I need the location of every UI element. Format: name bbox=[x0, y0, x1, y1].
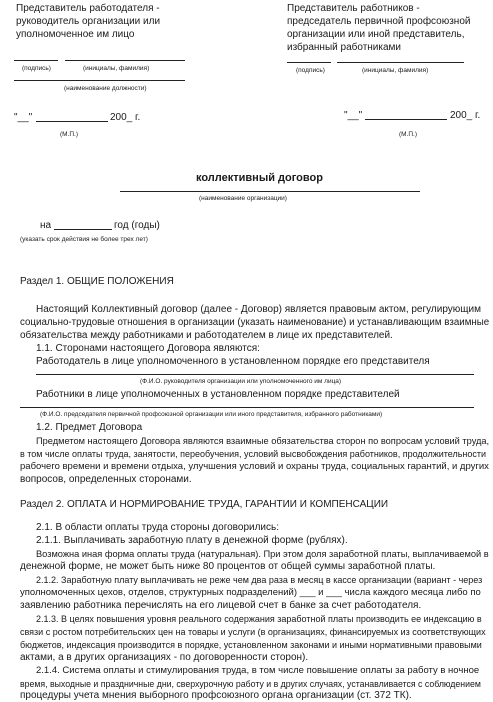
subject-line-3: в том числе оплаты труда, занятости, переобучения, условий высвобождения работников, продолжительности bbox=[20, 449, 487, 459]
section2-line-9: связи с ростом потребительских цен на товары и услуги (в организациях, финансируемых из соответствующих bbox=[20, 627, 486, 637]
section2-heading: Раздел 2. ОПЛАТА И НОРМИРОВАНИЕ ТРУДА, ГАРАНТИИ И КОМПЕНСАЦИИ bbox=[20, 499, 389, 510]
employer-signature-label: (подпись) bbox=[22, 65, 51, 72]
employer-date-year: 200_ г. bbox=[110, 112, 141, 123]
subject-line-1: 1.2. Предмет Договора bbox=[36, 422, 143, 433]
subject-line-4: рабочего времени и времени отдыха, улучшения условий и охраны труда, социальных гарантий, и других bbox=[20, 461, 489, 472]
section2-line-7: заявлению работника перечислять на его лицевой счет в банке за счет работодателя. bbox=[20, 600, 422, 611]
document-title: коллективный договор bbox=[196, 172, 323, 184]
fio-employer-line bbox=[36, 374, 474, 375]
workers-signature-label: (подпись) bbox=[296, 67, 325, 74]
workers-signature-line bbox=[287, 62, 331, 63]
fio-employer-note: (Ф.И.О. руководителя организации или уполномоченного им лица) bbox=[140, 378, 342, 385]
section2-line-3: Возможна иная форма оплаты труда (натуральная). При этом доля заработной платы, выплачиваемой в bbox=[36, 549, 489, 559]
subject-line-2: Предметом настоящего Договора являются взаимные обязательства сторон по вопросам условий труда, bbox=[36, 436, 490, 446]
section2-line-12: 2.1.4. Система оплаты и стимулирования труда, в том числе повышение оплаты за работу в ночное bbox=[36, 665, 480, 676]
term-note: (указать срок действия не более трех лет) bbox=[20, 236, 148, 243]
employer-name-line bbox=[65, 60, 185, 61]
employer-heading-3: уполномоченное им лицо bbox=[16, 29, 135, 40]
organization-label: (наименование организации) bbox=[199, 195, 287, 202]
section1-line-1: Настоящий Коллективный договор (далее - Договор) является правовым актом, регулирующим bbox=[36, 304, 481, 315]
section1-heading: Раздел 1. ОБЩИЕ ПОЛОЖЕНИЯ bbox=[20, 276, 174, 287]
workers-heading-3: организации или иной представитель, bbox=[287, 29, 465, 40]
workers-date-day: "__" bbox=[344, 110, 363, 121]
employer-signature-line bbox=[14, 60, 58, 61]
workers-name-line bbox=[337, 62, 464, 63]
section2-line-6: уполномоченных цехов, отделов, структурных подразделений) ___ и ___ числа каждого месяца либо по bbox=[20, 587, 481, 598]
section2-line-1: 2.1. В области оплаты труда стороны договорились: bbox=[36, 522, 280, 533]
section1-line-2: социально-трудовые отношения в организации (указать наименование) и устанавливающим взаимные bbox=[20, 317, 490, 328]
fio-workers-note: (Ф.И.О. председателя первичной профсоюзной организации или иного представителя, избранного работниками) bbox=[40, 411, 383, 418]
section2-line-2: 2.1.1. Выплачивать заработную плату в денежной форме (рублях). bbox=[36, 535, 348, 546]
section1-line-3: обязательства между работниками и работодателем в лице их представителей. bbox=[20, 330, 393, 341]
fio-workers-line bbox=[20, 407, 474, 408]
employer-position-label: (наименование должности) bbox=[64, 85, 147, 92]
section2-line-14: процедуры учета мнения выборного профсоюзного органа организации (ст. 372 ТК). bbox=[20, 690, 412, 701]
employer-date-line bbox=[36, 121, 108, 122]
term-suffix: год (годы) bbox=[114, 220, 160, 231]
section2-line-5: 2.1.2. Заработную плату выплачивать не реже чем два раза в месяц в кассе организации (вариант - через bbox=[36, 575, 483, 585]
employer-date-day: "__" bbox=[14, 112, 33, 123]
workers-stamp-label: (М.П.) bbox=[399, 131, 418, 138]
section1-employer-line: Работодатель в лице уполномоченного в установленном порядке его представителя bbox=[36, 356, 430, 367]
workers-name-label: (инициалы, фамилия) bbox=[362, 67, 429, 74]
section2-line-11: актами, а в других организациях - по договоренности сторон). bbox=[20, 652, 309, 663]
workers-date-year: 200_ г. bbox=[450, 110, 481, 121]
workers-heading-1: Представитель работников - bbox=[287, 3, 420, 14]
employer-position-line bbox=[14, 80, 185, 81]
workers-heading-2: председатель первичной профсоюзной bbox=[287, 16, 471, 27]
employer-stamp-label: (М.П.) bbox=[60, 131, 79, 138]
section1-workers-line: Работники в лице уполномоченных в установленном порядке представителей bbox=[36, 389, 400, 400]
section2-line-4: денежной форме, не может быть ниже 80 процентов от общей суммы заработной платы. bbox=[20, 561, 436, 572]
term-line bbox=[54, 229, 112, 230]
employer-heading-1: Представитель работодателя - bbox=[16, 3, 160, 14]
employer-heading-2: руководитель организации или bbox=[16, 16, 161, 27]
employer-name-label: (инициалы, фамилия) bbox=[83, 65, 150, 72]
workers-date-line bbox=[365, 119, 447, 120]
organization-line bbox=[120, 191, 420, 192]
workers-heading-4: избранный работниками bbox=[287, 42, 402, 53]
section2-line-8: 2.1.3. В целях повышения уровня реального содержания заработной платы производить ее индексацию в bbox=[36, 614, 482, 624]
section2-line-10: бюджетов, индексация производится в порядке, установленном законами и иными нормативными правовыми bbox=[20, 640, 482, 650]
section2-line-13: время, выходные и праздничные дни, сверхурочную работу и в других случаях, устанавливается с соблюдением bbox=[20, 679, 481, 689]
term-prefix: на bbox=[40, 220, 52, 231]
subject-line-5: вопросов, определенных сторонами. bbox=[20, 474, 192, 485]
section1-parties: 1.1. Сторонами настоящего Договора являются: bbox=[36, 343, 260, 354]
